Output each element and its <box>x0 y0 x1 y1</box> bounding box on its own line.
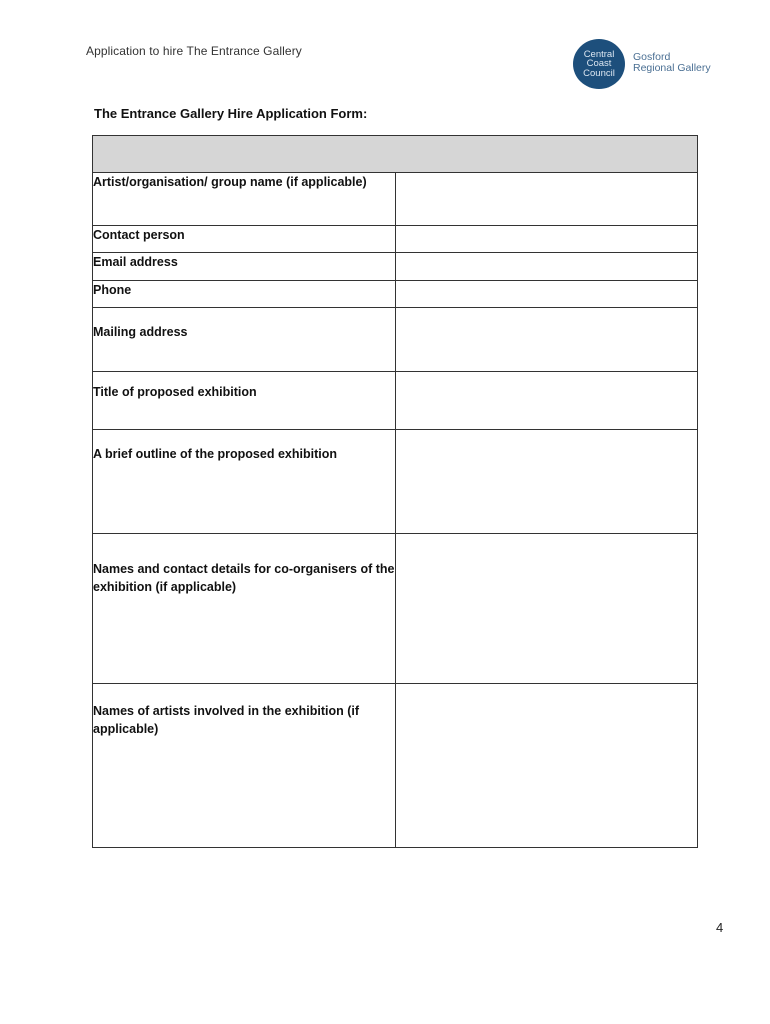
form-row-artist <box>93 173 698 226</box>
label-phone: Phone <box>93 281 396 308</box>
gallery-logo-text <box>633 52 711 74</box>
field-coorganisers[interactable] <box>395 534 698 684</box>
form-row-phone <box>93 281 698 308</box>
form-row-title <box>93 372 698 430</box>
field-phone[interactable] <box>395 281 698 308</box>
gallery-line-1: Gosford <box>633 51 671 63</box>
label-contact-person: Contact person <box>93 226 396 253</box>
form-row-coorganisers <box>93 534 698 684</box>
label-mailing-address: Mailing address <box>93 308 396 372</box>
field-artists-involved[interactable] <box>395 684 698 848</box>
field-artist-name[interactable] <box>395 173 698 226</box>
form-row-artists <box>93 684 698 848</box>
form-row-email <box>93 253 698 281</box>
form-banner <box>93 136 698 173</box>
form-row-outline <box>93 430 698 534</box>
label-email-address: Email address <box>93 253 396 281</box>
field-contact-person[interactable] <box>395 226 698 253</box>
council-logo-circle <box>573 39 625 89</box>
label-artists-involved: Names of artists involved in the exhibition (if applicable) <box>93 684 396 848</box>
form-row-contact <box>93 226 698 253</box>
form-title: The Entrance Gallery Hire Application Form: <box>94 106 368 121</box>
label-exhibition-outline: A brief outline of the proposed exhibition <box>93 430 396 534</box>
logo-line-3: Council <box>583 67 615 79</box>
field-exhibition-title[interactable] <box>395 372 698 430</box>
page-number: 4 <box>716 920 724 935</box>
form-banner-row <box>93 136 698 173</box>
council-logo <box>573 39 713 89</box>
field-exhibition-outline[interactable] <box>395 430 698 534</box>
label-artist-name: Artist/organisation/ group name (if applicable) <box>93 173 396 226</box>
label-coorganisers: Names and contact details for co-organisers of the exhibition (if applicable) <box>93 534 396 684</box>
form-row-mailing <box>93 308 698 372</box>
application-form-table <box>92 135 698 848</box>
document-header-title: Application to hire The Entrance Gallery <box>86 44 302 58</box>
logo-line-1: Central <box>583 48 615 60</box>
field-email-address[interactable] <box>395 253 698 281</box>
gallery-line-2: Regional Gallery <box>633 62 711 74</box>
logo-line-2: Coast <box>586 58 612 70</box>
field-mailing-address[interactable] <box>395 308 698 372</box>
label-exhibition-title: Title of proposed exhibition <box>93 372 396 430</box>
